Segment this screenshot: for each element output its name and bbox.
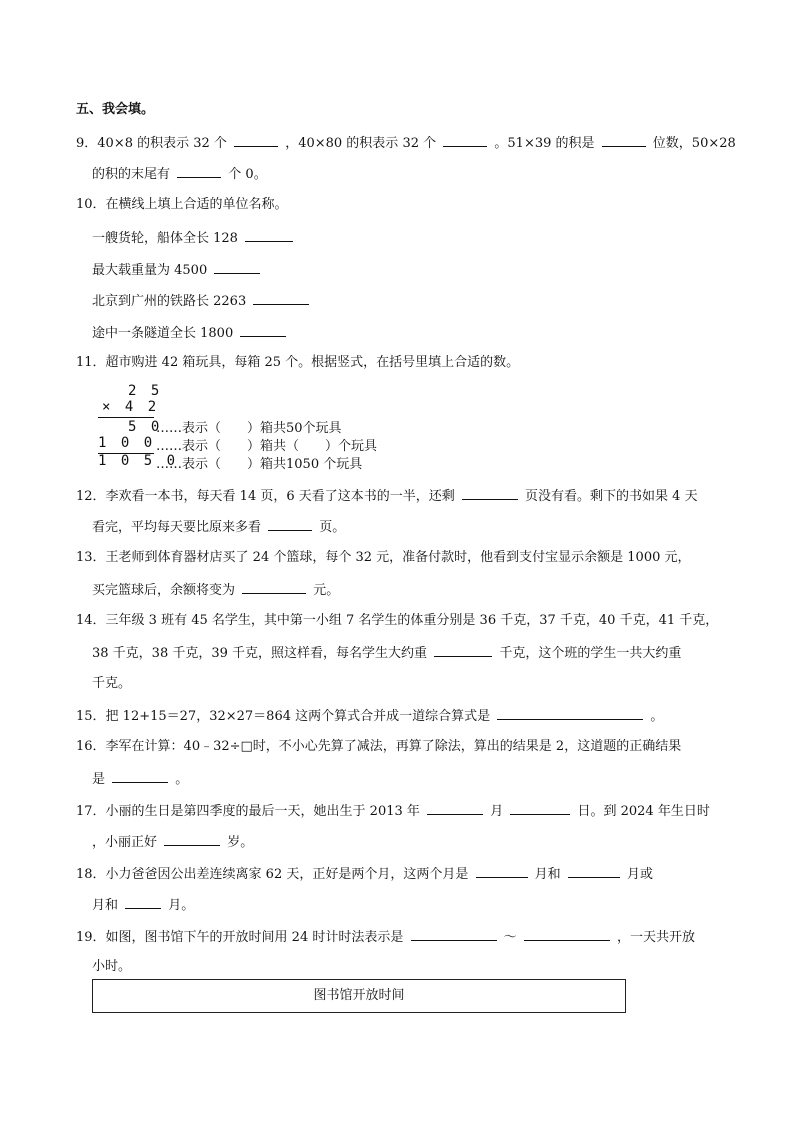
q18-text-c: 月或 [626,867,653,882]
answer-blank[interactable] [177,163,221,178]
question-10-title: 10．在横线上填上合适的单位名称。 [76,197,288,212]
question-16-line-1: 16．李军在计算：40﹣32÷□时，不小心先算了减法，再算了除法，算出的结果是 2，这道题的正确结果 [76,739,682,754]
q16-text-b: 是 [92,772,106,787]
answer-blank[interactable] [214,259,260,274]
question-9-line-2 [92,163,267,185]
answer-blank[interactable] [568,863,620,878]
answer-blank[interactable] [112,768,168,783]
q9-text-c: 。51×39 的积是 [494,136,595,151]
answer-blank[interactable] [497,705,643,720]
question-13-line-1: 13．王老师到体育器材店买了 24 个篮球，每个 32 元，准备付款时，他看到支付宝显示余额是 1000 元， [76,550,691,565]
answer-blank[interactable] [411,926,497,941]
q12-text-a: 12．李欢看一本书，每天看 14 页，6 天看了这本书的一半，还剩 [76,489,455,504]
question-13-line-2 [92,579,339,601]
q9-text-f: 个 0。 [228,167,267,182]
question-9-line-1 [76,132,736,154]
q9-text-e: 的积的末尾有 [92,167,171,182]
q12-text-b: 页没有看。剩下的书如果 4 天 [525,489,698,504]
calc-row-5: 1 0 5 0 [98,453,179,469]
question-10-line-2 [92,259,263,281]
calc-row-3: 5 0 [128,419,163,435]
answer-blank[interactable] [253,290,309,305]
answer-blank[interactable] [427,800,483,815]
q18-text-b: 月和 [534,867,561,882]
q13-text-b: 买完篮球后，余额将变为 [92,583,236,598]
q15-text-a: 15．把 12+15＝27，32×27＝864 这两个算式合并成一道综合算式是 [76,709,491,724]
q17-text-c: 日。到 2024 年生日时 [577,804,710,819]
q16-text-c: 。 [175,772,189,787]
question-10-line-4 [92,322,289,344]
q19-text-c: ，一天共开放 [616,930,695,945]
question-19-line-1 [76,926,695,948]
q9-text-d: 位数，50×28 [652,136,736,151]
answer-blank[interactable] [240,322,286,337]
answer-blank[interactable] [524,926,610,941]
question-10-line-3 [92,290,312,312]
q14-text-b: 38 千克，38 千克，39 千克，照这样看，每名学生大约重 [92,646,428,661]
vertical-multiplication [92,383,382,472]
q10-text-4: 途中一条隧道全长 1800 [92,326,234,341]
q14-text-c: 千克，这个班的学生一共大约重 [499,646,682,661]
q9-text-a: 9．40×8 的积表示 32 个 [76,136,227,151]
answer-blank[interactable] [443,132,487,147]
q12-text-d: 页。 [319,520,346,535]
q18-text-d: 月和 [92,898,119,913]
q19-text-b: ～ [503,930,517,945]
q13-text-c: 元。 [313,583,340,598]
q19-text-a: 19．如图，图书馆下午的开放时间用 24 时计时法表示是 [76,930,404,945]
answer-blank[interactable] [434,642,492,657]
question-14-line-2 [92,642,681,664]
question-18-line-2 [92,894,194,916]
answer-blank[interactable] [510,800,570,815]
q18-text-a: 18．小力爸爸因公出差连续离家 62 天，正好是两个月，这两个月是 [76,867,469,882]
question-15-line-1 [76,705,663,727]
question-18-line-1 [76,863,653,885]
question-16-line-2 [92,768,188,790]
section-heading: 五、我会填。 [76,102,155,117]
answer-blank[interactable] [476,863,528,878]
q12-text-c: 看完，平均每天要比原来多看 [92,520,262,535]
q10-text-1: 一艘货轮，船体全长 128 [92,231,238,246]
answer-blank[interactable] [602,132,646,147]
question-10-line-1 [92,227,296,249]
library-hours-box: 图书馆开放时间 [92,979,626,1013]
q9-text-b: ，40×80 的积表示 32 个 [285,136,437,151]
question-17-line-1 [76,800,710,822]
answer-blank[interactable] [164,831,220,846]
q18-text-e: 月。 [168,898,195,913]
answer-blank[interactable] [462,485,518,500]
q17-text-a: 17．小丽的生日是第四季度的最后一天，她出生于 2013 年 [76,804,420,819]
answer-blank[interactable] [242,579,306,594]
question-12-line-2 [92,516,345,538]
calc-note-3: ……表示（ ）箱共1050 个玩具 [156,457,363,472]
calc-row-4: 1 0 0 [98,435,156,451]
calc-note-1: ……表示（ ）箱共50个玩具 [156,421,342,436]
calc-note-2: ……表示（ ）箱共（ ）个玩具 [156,439,378,454]
answer-blank[interactable] [245,227,293,242]
calc-row-1: 2 5 [128,383,163,399]
question-17-line-2 [92,831,253,853]
q10-text-2: 最大载重量为 4500 [92,263,208,278]
question-14-line-1: 14．三年级 3 班有 45 名学生，其中第一小组 7 名学生的体重分别是 36 千克，37 千克，40 千克，41 千克， [76,613,719,628]
q10-text-3: 北京到广州的铁路长 2263 [92,294,247,309]
q17-text-d: ，小丽正好 [92,835,158,850]
calc-row-2: × 4 2 [102,399,160,415]
answer-blank[interactable] [125,894,161,909]
q15-text-b: 。 [650,709,664,724]
q17-text-e: 岁。 [227,835,254,850]
question-19-line-2: 小时。 [92,959,132,974]
calc-rule [98,417,154,418]
answer-blank[interactable] [268,516,312,531]
question-14-line-3: 千克。 [92,676,132,691]
question-12-line-1 [76,485,698,507]
answer-blank[interactable] [234,132,278,147]
q17-text-b: 月 [490,804,504,819]
question-11-title: 11．超市购进 42 箱玩具，每箱 25 个。根据竖式，在括号里填上合适的数。 [76,355,520,370]
